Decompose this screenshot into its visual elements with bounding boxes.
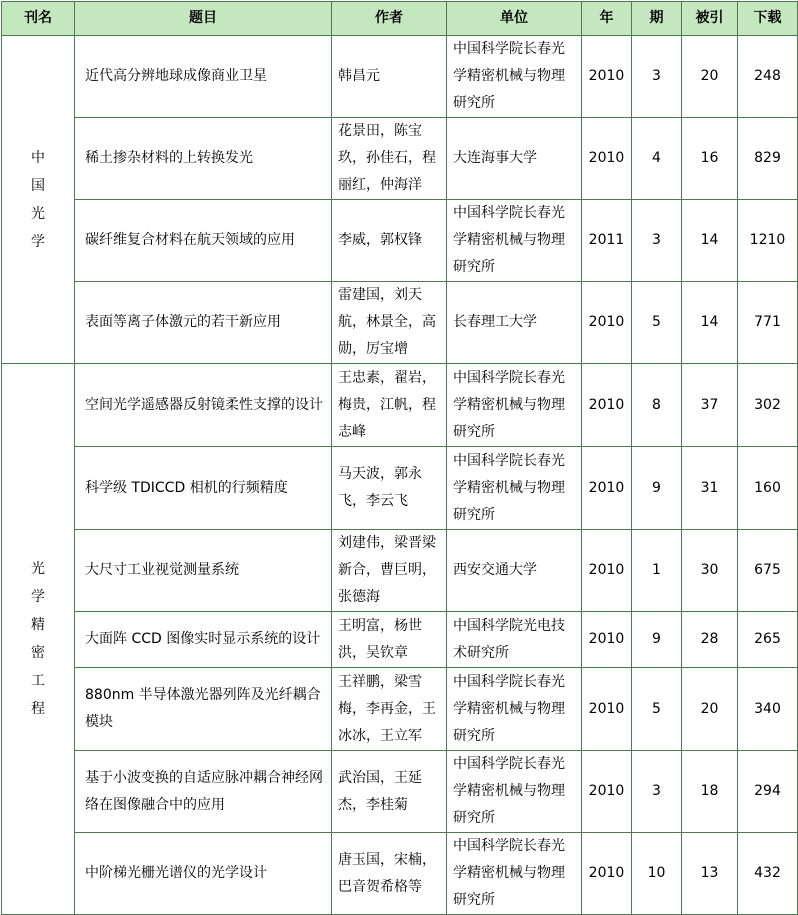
table-row (2, 751, 798, 833)
paper-cited: 37 (682, 364, 738, 447)
table-row (2, 282, 798, 364)
paper-unit: 中国科学院长春光学精密机械与物理研究所 (447, 833, 582, 915)
paper-downloads: 829 (738, 118, 798, 200)
table-row (2, 668, 798, 751)
journal-char: 程 (31, 701, 45, 717)
paper-unit: 大连海事大学 (447, 118, 582, 200)
paper-cited: 18 (682, 751, 738, 833)
paper-issue: 9 (632, 612, 682, 668)
table-row (2, 364, 798, 447)
table-row (2, 200, 798, 282)
paper-downloads: 675 (738, 530, 798, 612)
journal-name-cell (2, 36, 75, 364)
header-issue: 期 (632, 2, 682, 36)
paper-title: 中阶梯光栅光谱仪的光学设计 (75, 833, 332, 915)
paper-cited: 20 (682, 668, 738, 751)
paper-downloads: 771 (738, 282, 798, 364)
paper-issue: 10 (632, 833, 682, 915)
header-journal: 刊名 (2, 2, 75, 36)
paper-year: 2010 (582, 668, 632, 751)
paper-issue: 8 (632, 364, 682, 447)
table-row (2, 833, 798, 915)
header-year: 年 (582, 2, 632, 36)
paper-cited: 14 (682, 282, 738, 364)
paper-unit: 中国科学院光电技术研究所 (447, 612, 582, 668)
paper-year: 2010 (582, 364, 632, 447)
paper-downloads: 160 (738, 447, 798, 530)
header-cited: 被引 (682, 2, 738, 36)
journal-char: 学 (31, 589, 45, 605)
paper-unit: 中国科学院长春光学精密机械与物理研究所 (447, 36, 582, 118)
paper-downloads: 248 (738, 36, 798, 118)
paper-authors: 王忠素，翟岩，梅贵，江帆，程志峰 (332, 364, 447, 447)
journal-char: 精 (31, 617, 45, 633)
paper-title: 880nm 半导体激光器列阵及光纤耦合模块 (75, 668, 332, 751)
table-row (2, 612, 798, 668)
paper-year: 2010 (582, 447, 632, 530)
paper-unit: 西安交通大学 (447, 530, 582, 612)
paper-unit: 中国科学院长春光学精密机械与物理研究所 (447, 668, 582, 751)
paper-year: 2010 (582, 751, 632, 833)
header-unit: 单位 (447, 2, 582, 36)
paper-year: 2010 (582, 833, 632, 915)
paper-year: 2010 (582, 612, 632, 668)
paper-authors: 花景田，陈宝玖，孙佳石，程丽红，仲海洋 (332, 118, 447, 200)
paper-cited: 31 (682, 447, 738, 530)
paper-title: 大面阵 CCD 图像实时显示系统的设计 (75, 612, 332, 668)
paper-authors: 王祥鹏，梁雪梅，李再金，王冰冰，王立军 (332, 668, 447, 751)
paper-authors: 唐玉国，宋楠，巴音贺希格等 (332, 833, 447, 915)
paper-downloads: 302 (738, 364, 798, 447)
journal-char: 工 (31, 673, 45, 689)
paper-title: 大尺寸工业视觉测量系统 (75, 530, 332, 612)
paper-title: 空间光学遥感器反射镜柔性支撑的设计 (75, 364, 332, 447)
paper-cited: 16 (682, 118, 738, 200)
paper-cited: 13 (682, 833, 738, 915)
paper-issue: 3 (632, 36, 682, 118)
paper-year: 2010 (582, 282, 632, 364)
paper-authors: 刘建伟，梁晋梁新合，曹巨明，张德海 (332, 530, 447, 612)
paper-unit: 长春理工大学 (447, 282, 582, 364)
paper-unit: 中国科学院长春光学精密机械与物理研究所 (447, 751, 582, 833)
table-row (2, 447, 798, 530)
paper-downloads: 1210 (738, 200, 798, 282)
paper-year: 2010 (582, 118, 632, 200)
header-title: 题目 (75, 2, 332, 36)
paper-cited: 14 (682, 200, 738, 282)
header-authors: 作者 (332, 2, 447, 36)
paper-authors: 李威，郭权锋 (332, 200, 447, 282)
paper-unit: 中国科学院长春光学精密机械与物理研究所 (447, 200, 582, 282)
paper-issue: 9 (632, 447, 682, 530)
paper-year: 2011 (582, 200, 632, 282)
journal-char: 学 (31, 233, 45, 250)
table-row (2, 530, 798, 612)
paper-downloads: 265 (738, 612, 798, 668)
paper-issue: 1 (632, 530, 682, 612)
paper-issue: 5 (632, 282, 682, 364)
paper-cited: 20 (682, 36, 738, 118)
journal-name-cell (2, 364, 75, 915)
table-row (2, 36, 798, 118)
paper-downloads: 340 (738, 668, 798, 751)
paper-authors: 雷建国，刘天航，林景全，高勋，厉宝增 (332, 282, 447, 364)
journal-char: 中 (31, 149, 45, 166)
paper-cited: 28 (682, 612, 738, 668)
paper-issue: 4 (632, 118, 682, 200)
papers-table (1, 1, 798, 915)
paper-title: 科学级 TDICCD 相机的行频精度 (75, 447, 332, 530)
paper-issue: 3 (632, 200, 682, 282)
paper-issue: 5 (632, 668, 682, 751)
paper-authors: 王明富，杨世洪，吴钦章 (332, 612, 447, 668)
paper-title: 稀土掺杂材料的上转换发光 (75, 118, 332, 200)
paper-authors: 韩昌元 (332, 36, 447, 118)
paper-downloads: 294 (738, 751, 798, 833)
paper-year: 2010 (582, 530, 632, 612)
paper-authors: 马天波，郭永飞，李云飞 (332, 447, 447, 530)
journal-char: 光 (31, 561, 45, 577)
paper-title: 近代高分辨地球成像商业卫星 (75, 36, 332, 118)
paper-year: 2010 (582, 36, 632, 118)
header-downloads: 下载 (738, 2, 798, 36)
paper-downloads: 432 (738, 833, 798, 915)
journal-char: 密 (31, 645, 45, 661)
table-row (2, 118, 798, 200)
paper-authors: 武治国，王延杰，李桂菊 (332, 751, 447, 833)
journal-char: 国 (31, 177, 45, 194)
paper-title: 碳纤维复合材料在航天领域的应用 (75, 200, 332, 282)
paper-title: 基于小波变换的自适应脉冲耦合神经网络在图像融合中的应用 (75, 751, 332, 833)
paper-unit: 中国科学院长春光学精密机械与物理研究所 (447, 447, 582, 530)
paper-unit: 中国科学院长春光学精密机械与物理研究所 (447, 364, 582, 447)
journal-char: 光 (31, 205, 45, 222)
header-row (2, 2, 798, 36)
paper-cited: 30 (682, 530, 738, 612)
paper-title: 表面等离子体激元的若干新应用 (75, 282, 332, 364)
paper-issue: 3 (632, 751, 682, 833)
